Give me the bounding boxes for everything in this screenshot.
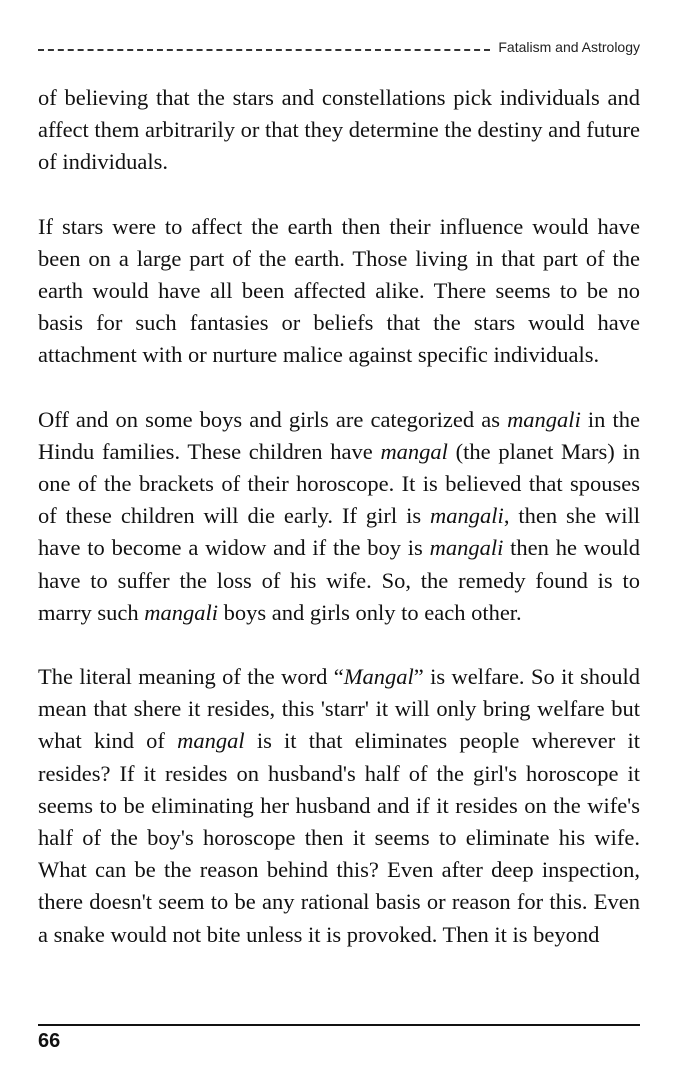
footer-rule — [38, 1024, 640, 1026]
header-dashed-rule — [38, 49, 490, 51]
term-mangali: mangali — [429, 535, 504, 561]
paragraph-4-segment: The literal meaning of the word “ — [38, 664, 344, 690]
term-mangal: mangal — [380, 438, 448, 464]
term-mangali: mangali — [507, 406, 581, 432]
paragraph-3-segment: (the planet Mars) in one of the brackets of their horoscope. It is believed that spouses of these children will die early. If girl is — [38, 438, 640, 529]
term-mangal: Mangal — [343, 664, 414, 690]
running-title: Fatalism and Astrology — [498, 39, 640, 55]
page-body — [38, 82, 640, 951]
paragraph-2 — [38, 211, 640, 372]
term-mangal: mangal — [177, 728, 245, 754]
paragraph-3-segment: , then she will have to become a widow and if the boy is — [38, 503, 640, 561]
paragraph-1-text: of believing that the stars and constellations pick individuals and affect them arbitrarily or that they determine the destiny and future of individuals. — [38, 85, 640, 175]
paragraph-4-segment: is it that eliminates people wherever it resides? If it resides on husband's half of the girl's horoscope it seems to be eliminating her husband and if it resides on the wife's half of the boy's horoscope then it seems to eliminate his wife. What can be the reason behind this? Even after deep inspection, there doesn't seem to be any rational basis or reason for this. Even a snake would not bite unless it is provoked. Then it is beyond — [38, 728, 640, 947]
paragraph-3 — [38, 404, 640, 629]
paragraph-3-segment: Off and on some boys and girls are categorized as — [38, 406, 508, 432]
paragraph-3-segment: then he would have to suffer the loss of his wife. So, the remedy found is to marry such — [38, 535, 640, 625]
paragraph-4 — [38, 661, 640, 951]
term-mangali: mangali — [430, 503, 504, 529]
paragraph-2-text: If stars were to affect the earth then their influence would have been on a large part of the earth. Those living in that part of the earth would have all been affected alike. There seems to be no basis for such fantasies or beliefs that the stars would have attachment with or nurture malice against specific individuals. — [38, 213, 640, 368]
paragraph-4-segment: ” is welfare. So it should mean that shere it resides, this 'starr' it will only bring welfare but what kind of — [38, 664, 640, 754]
running-header — [38, 35, 640, 55]
paragraph-3-segment: boys and girls only to each other. — [217, 599, 522, 625]
paragraph-1 — [38, 82, 640, 179]
page-number: 66 — [38, 1030, 61, 1052]
term-mangali: mangali — [144, 599, 218, 625]
paragraph-3-segment: in the Hindu families. These children have — [38, 406, 640, 464]
